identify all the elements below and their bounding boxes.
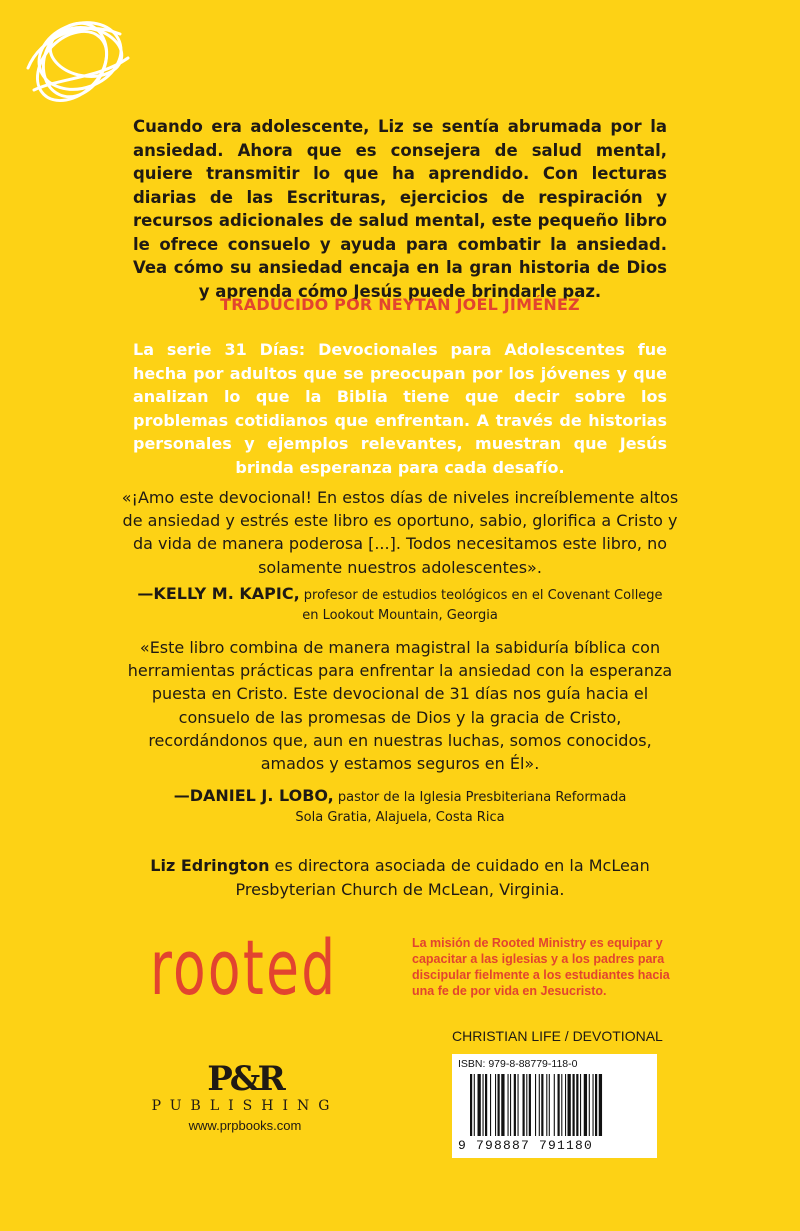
publisher-wordmark: PUBLISHING <box>151 1098 339 1114</box>
barcode-bar <box>589 1074 590 1136</box>
endorsement-quote: «¡Amo este devocional! En estos días de niveles increíblemente altos de ansiedad y estrés este libro es oportuno, sabio, glorifica a Cristo y da vida de manera poderosa [...]. Todos necesitamos este libro, no solamente nuestros adolescentes». <box>121 488 679 577</box>
barcode-bar <box>508 1074 509 1136</box>
barcode-bar <box>593 1074 594 1136</box>
barcode-bar <box>501 1074 504 1136</box>
barcode-bar <box>514 1074 516 1136</box>
publisher-logo <box>130 1059 360 1133</box>
publisher-mark: P&R <box>207 1059 283 1099</box>
barcode-icon <box>470 1074 642 1136</box>
author-bio-text: es directora asociada de cuidado en la McLean Presbyterian Church de McLean, Virginia. <box>235 856 650 899</box>
barcode-bar <box>599 1074 602 1136</box>
barcode-bar <box>535 1074 536 1136</box>
barcode-bar <box>554 1074 555 1136</box>
author-bio <box>120 854 680 902</box>
barcode-bar <box>546 1074 547 1136</box>
barcode-bar <box>483 1074 484 1136</box>
barcode-bar <box>558 1074 560 1136</box>
endorser-name: —KELLY M. KAPIC, <box>137 584 300 603</box>
rooted-logo: rooted <box>150 923 338 1012</box>
category-label: CHRISTIAN LIFE / DEVOTIONAL <box>452 1028 663 1044</box>
author-name: Liz Edrington <box>150 856 270 875</box>
barcode-bar <box>561 1074 562 1136</box>
endorsement-quote: «Este libro combina de manera magistral la sabiduría bíblica con herramientas prácticas para enfrentar la ansiedad con la esperanza puesta en Cristo. Este devocional de 31 días nos guía hacia el consuelo de las promesas de Dios y la gracia de Cristo, recordándonos que, aun en nuestras luchas, somos conocidos, amados y estamos seguros en Él». <box>127 638 673 774</box>
barcode-bar <box>576 1074 578 1136</box>
barcode-bar <box>539 1074 540 1136</box>
barcode-bar <box>526 1074 527 1136</box>
translator-credit: TRADUCIDO POR NEYTAN JOEL JIMÉNEZ <box>220 295 580 314</box>
series-description: La serie 31 Días: Devocionales para Adolescentes fue hecha por adultos que se preocupan por los jóvenes y que analizan lo que la Biblia tiene que decir sobre los problemas cotidianos que enfrentan. A través de historias personales y ejemplos relevantes, muestran que Jesús brinda esperanza para cada desafío. <box>133 340 667 477</box>
endorser-role-line2: en Lookout Mountain, Georgia <box>302 608 498 623</box>
barcode-bar <box>518 1074 519 1136</box>
barcode-bar <box>523 1074 525 1136</box>
barcode-bar <box>478 1074 481 1136</box>
barcode-bar <box>565 1074 566 1136</box>
barcode-bar <box>485 1074 487 1136</box>
barcode-bar <box>495 1074 496 1136</box>
barcode-digits: 9 798887 791180 <box>458 1138 594 1153</box>
barcode-bar <box>474 1074 475 1136</box>
barcode-bar <box>498 1074 500 1136</box>
barcode-bar <box>584 1074 587 1136</box>
endorsement-attribution <box>100 786 700 828</box>
barcode-bar <box>568 1074 571 1136</box>
barcode-bar <box>510 1074 511 1136</box>
rooted-mission: La misión de Rooted Ministry es equipar y capacitar a las iglesias y a los padres para discipular fielmente a los estudiantes hacia una fe de por vida en Jesucristo. <box>412 936 670 998</box>
barcode-bar <box>470 1074 472 1136</box>
endorser-role: pastor de la Iglesia Presbiteriana Reformada <box>337 790 627 805</box>
scribble-icon <box>20 8 138 108</box>
barcode-bar <box>541 1074 543 1136</box>
barcode-bar <box>549 1074 550 1136</box>
endorser-role: profesor de estudios teológicos en el Covenant College <box>303 588 663 603</box>
isbn-label: ISBN: 979-8-88779-118-0 <box>458 1058 578 1070</box>
endorser-role-line2: Sola Gratia, Alajuela, Costa Rica <box>295 810 505 825</box>
barcode-bar <box>573 1074 575 1136</box>
book-description: Cuando era adolescente, Liz se sentía abrumada por la ansiedad. Ahora que es consejera de salud mental, quiere transmitir lo que ha aprendido. Con lecturas diarias de las Escrituras, ejercicios de respiración y recursos adicionales de salud mental, este pequeño libro le ofrece consuelo y ayuda para combatir la ansiedad. Vea cómo su ansiedad encaja en la gran historia de Dios y aprenda cómo Jesús puede brindarle paz. <box>133 117 667 301</box>
barcode-bar <box>529 1074 531 1136</box>
publisher-url: www.prpbooks.com <box>188 1118 302 1133</box>
barcode-bar <box>490 1074 491 1136</box>
barcode-box <box>452 1054 657 1158</box>
endorsement-attribution <box>100 584 700 626</box>
endorser-name: —DANIEL J. LOBO, <box>173 786 334 805</box>
barcode-bar <box>595 1074 597 1136</box>
barcode-bar <box>580 1074 581 1136</box>
